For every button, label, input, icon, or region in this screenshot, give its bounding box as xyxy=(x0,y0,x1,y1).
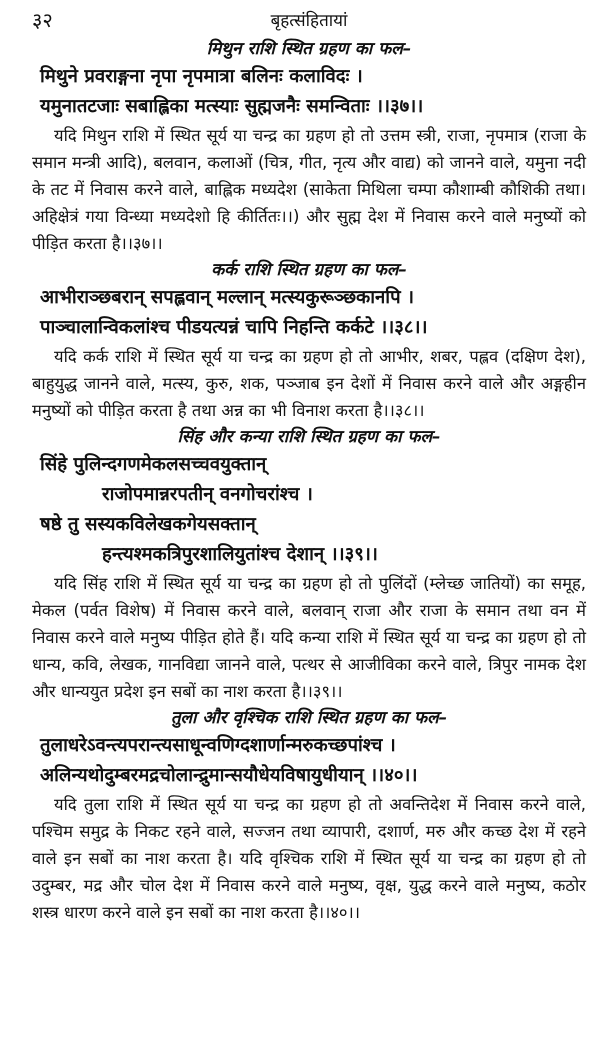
page-number: ३२ xyxy=(32,8,53,32)
section-heading: तुला और वृश्चिक राशि स्थित ग्रहण का फल– xyxy=(170,708,448,728)
section-heading: मिथुन राशि स्थित ग्रहण का फल– xyxy=(206,39,412,59)
verse-line: हन्त्यश्मकत्रिपुरशालियुतांश्च देशान् ।।३९।। xyxy=(102,544,378,565)
commentary-paragraph: यदि मिथुन राशि में स्थित सूर्य या चन्द्र का ग्रहण हो तो उत्तम स्त्री, राजा, नृपमात्र (राजा के समान मन्त्री आदि), बलवान, कलाओं (चित्र, गीत, नृत्य और वाद्य) को जानने वाले, यमुना नदी के तट में निवास करने वाले, बाह्लिक मध्यदेश (साकेता मिथिला चम्पा कौशाम्बी कौशिकी तथा। अहिक्षेत्रं गया विन्ध्या मध्यदेशो हि कीर्तितः।।) और सुह्म देश में निवास करने वाले मनुष्यों को पीड़ित करता है।।३७।। xyxy=(32,126,586,253)
verse-line: यमुनातटजाः सबाह्लिका मत्स्याः सुह्मजनैः समन्विताः ।।३७।। xyxy=(40,96,424,117)
section-mithun xyxy=(32,36,586,257)
running-title: बृहत्संहितायां xyxy=(270,11,348,31)
section-singh-kanya xyxy=(32,424,586,705)
commentary-paragraph: यदि तुला राशि में स्थित सूर्य या चन्द्र का ग्रहण हो तो अवन्तिदेश में निवास करने वाले, पश्चिम समुद्र के निकट रहने वाले, सज्जन तथा व्यापारी, दशार्ण, मरु और कच्छ देश में रहने वाले इन सबों का नाश करता है। यदि वृश्चिक राशि में स्थित सूर्य या चन्द्र का ग्रहण हो तो उदुम्बर, मद्र और चोल देश में निवास करने वाले मनुष्य, वृक्ष, युद्ध करने वाले मनुष्य, कठोर शस्त्र धारण करने वाले इन सबों का नाश करता है।।४०।। xyxy=(32,795,586,922)
section-heading: सिंह और कन्या राशि स्थित ग्रहण का फल– xyxy=(177,427,441,447)
commentary-paragraph: यदि सिंह राशि में स्थित सूर्य या चन्द्र का ग्रहण हो तो पुलिंदों (म्लेच्छ जातियों) का समूह, मेकल (पर्वत विशेष) में निवास करने वाले, बलवान् राजा और राजा के समान तथा वन में निवास करने वाले मनुष्य पीड़ित होते हैं। यदि कन्या राशि में स्थित सूर्य या चन्द्र का ग्रहण हो तो धान्य, कवि, लेखक, गानविद्या जानने वाले, पत्थर से आजीविका करने वाले, त्रिपुर नामक देश और धान्ययुत प्रदेश इन सबों का नाश करता है।।३९।। xyxy=(32,574,586,701)
commentary-paragraph: यदि कर्क राशि में स्थित सूर्य या चन्द्र का ग्रहण हो तो आभीर, शबर, पह्लव (दक्षिण देश), बाहुयुद्ध जानने वाले, मत्स्य, कुरु, शक, पञ्जाब इन देशों में निवास करने वाले और अङ्गहीन मनुष्यों को पीड़ित करता है तथा अन्न का भी विनाश करता है।।३८।। xyxy=(32,347,586,420)
section-kark xyxy=(32,257,586,424)
section-heading: कर्क राशि स्थित ग्रहण का फल– xyxy=(211,260,407,280)
verse-line: तुलाधरेऽवन्त्यपरान्त्यसाधून्वणिग्दशार्णान्मरुकच्छपांश्च । xyxy=(40,735,396,756)
verse-line: आभीराञ्छबरान् सपह्लवान् मल्लान् मत्स्यकुरूञ्छकानपि । xyxy=(40,287,415,308)
page-header xyxy=(32,0,586,36)
verse-line: अलिन्यथोदुम्बरमद्रचोलान्द्रुमान्सयौधेयविषायुधीयान् ।।४०।। xyxy=(40,765,418,786)
section-tula-vrishchik xyxy=(32,705,586,926)
verse-line: पाञ्चालान्विकलांश्च पीडयत्यन्नं चापि निहन्ति कर्कटे ।।३८।। xyxy=(40,317,428,338)
verse-line: मिथुने प्रवराङ्गना नृपा नृपमात्रा बलिनः कलाविदः । xyxy=(40,66,363,87)
verse-line: राजोपमान्नरपतीन् वनगोचरांश्च । xyxy=(102,484,313,505)
verse-line: सिंहे पुलिन्दगणमेकलसच्चवयुक्तान् xyxy=(40,454,267,475)
verse-line: षष्ठे तु सस्यकविलेखकगेयसक्तान् xyxy=(40,514,256,535)
